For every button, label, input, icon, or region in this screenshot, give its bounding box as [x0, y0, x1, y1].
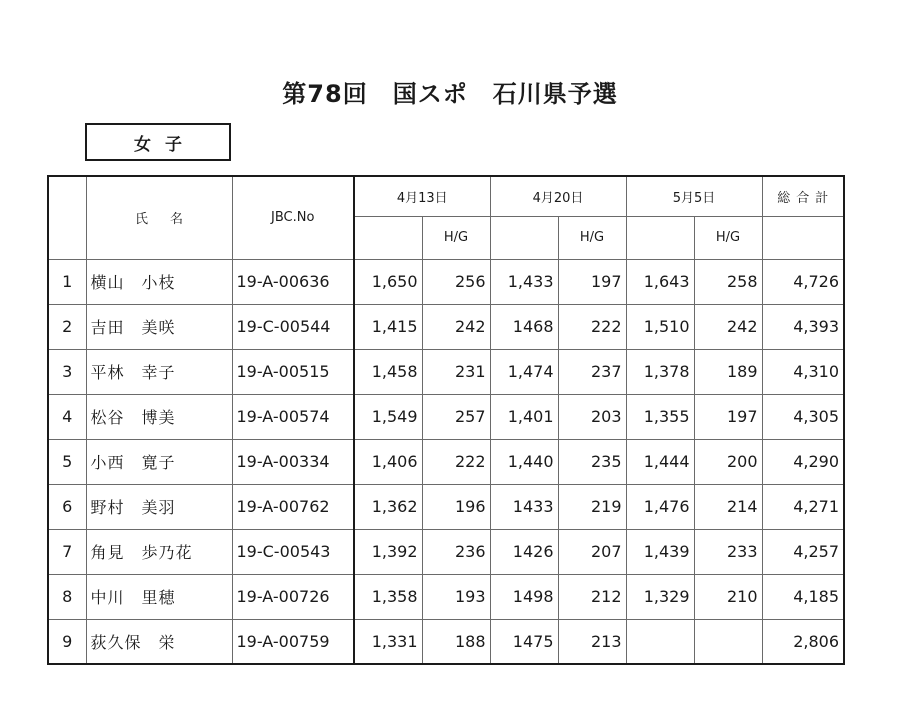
day3-score: 1,510: [626, 304, 694, 349]
day1-hg: 188: [422, 619, 490, 664]
day2-hg: 212: [558, 574, 626, 619]
day3-hg: 258: [694, 259, 762, 304]
results-table: [47, 175, 845, 665]
rank-cell: 5: [48, 439, 86, 484]
day3-hg: [694, 619, 762, 664]
total-score: 4,310: [762, 349, 844, 394]
category-label: 女子: [85, 123, 231, 161]
rank-cell: 9: [48, 619, 86, 664]
day2-header: 4月20日: [490, 176, 626, 216]
day3-score: 1,643: [626, 259, 694, 304]
day1-score: 1,650: [354, 259, 422, 304]
day1-score-subheader: [354, 216, 422, 259]
jbc-number: 19-A-00726: [232, 574, 354, 619]
day2-hg: 235: [558, 439, 626, 484]
total-score: 2,806: [762, 619, 844, 664]
day2-score: 1,440: [490, 439, 558, 484]
total-score: 4,185: [762, 574, 844, 619]
player-name: 小西 寛子: [86, 439, 232, 484]
day1-hg: 222: [422, 439, 490, 484]
table-row: [48, 349, 844, 394]
day2-score: 1426: [490, 529, 558, 574]
day2-score: 1498: [490, 574, 558, 619]
player-name: 平林 幸子: [86, 349, 232, 394]
day2-score: 1475: [490, 619, 558, 664]
total-score: 4,726: [762, 259, 844, 304]
day2-hg-header: H/G: [558, 216, 626, 259]
rank-cell: 7: [48, 529, 86, 574]
day2-hg: 219: [558, 484, 626, 529]
player-name: 中川 里穂: [86, 574, 232, 619]
total-score: 4,271: [762, 484, 844, 529]
day3-score: [626, 619, 694, 664]
day3-hg: 200: [694, 439, 762, 484]
table-row: [48, 529, 844, 574]
day1-score: 1,406: [354, 439, 422, 484]
rank-cell: 3: [48, 349, 86, 394]
day1-score: 1,358: [354, 574, 422, 619]
day3-hg: 189: [694, 349, 762, 394]
rank-header: [48, 176, 86, 259]
day2-score: 1,401: [490, 394, 558, 439]
day2-hg: 237: [558, 349, 626, 394]
day2-score: 1,433: [490, 259, 558, 304]
rank-cell: 8: [48, 574, 86, 619]
day1-hg: 236: [422, 529, 490, 574]
table-row: [48, 439, 844, 484]
rank-cell: 6: [48, 484, 86, 529]
day3-header: 5月5日: [626, 176, 762, 216]
day3-score: 1,329: [626, 574, 694, 619]
day3-hg: 210: [694, 574, 762, 619]
total-score: 4,305: [762, 394, 844, 439]
table-row: [48, 259, 844, 304]
day1-score: 1,549: [354, 394, 422, 439]
day1-header: 4月13日: [354, 176, 490, 216]
table-row: [48, 484, 844, 529]
day1-hg: 257: [422, 394, 490, 439]
player-name: 松谷 博美: [86, 394, 232, 439]
day1-score: 1,362: [354, 484, 422, 529]
total-score: 4,257: [762, 529, 844, 574]
day1-hg: 193: [422, 574, 490, 619]
day3-score-subheader: [626, 216, 694, 259]
jbc-number: 19-A-00762: [232, 484, 354, 529]
day2-hg: 222: [558, 304, 626, 349]
day3-score: 1,439: [626, 529, 694, 574]
name-header: 氏名: [86, 176, 232, 259]
day1-score: 1,392: [354, 529, 422, 574]
day2-score-subheader: [490, 216, 558, 259]
jbc-number: 19-C-00543: [232, 529, 354, 574]
rank-cell: 2: [48, 304, 86, 349]
jbc-number: 19-C-00544: [232, 304, 354, 349]
day3-hg-header: H/G: [694, 216, 762, 259]
day1-score: 1,415: [354, 304, 422, 349]
player-name: 角見 歩乃花: [86, 529, 232, 574]
day2-hg: 197: [558, 259, 626, 304]
day1-score: 1,331: [354, 619, 422, 664]
jbc-number: 19-A-00515: [232, 349, 354, 394]
day1-hg: 256: [422, 259, 490, 304]
day1-hg: 196: [422, 484, 490, 529]
rank-cell: 4: [48, 394, 86, 439]
day2-hg: 207: [558, 529, 626, 574]
total-header: 総合計: [762, 176, 844, 216]
day3-hg: 242: [694, 304, 762, 349]
player-name: 横山 小枝: [86, 259, 232, 304]
total-subheader: [762, 216, 844, 259]
day1-score: 1,458: [354, 349, 422, 394]
day1-hg: 242: [422, 304, 490, 349]
jbc-number: 19-A-00636: [232, 259, 354, 304]
jbc-header: JBC.No: [232, 176, 354, 259]
day2-score: 1468: [490, 304, 558, 349]
day3-score: 1,476: [626, 484, 694, 529]
table-row: [48, 574, 844, 619]
player-name: 荻久保 栄: [86, 619, 232, 664]
total-score: 4,290: [762, 439, 844, 484]
player-name: 吉田 美咲: [86, 304, 232, 349]
day2-hg: 213: [558, 619, 626, 664]
day3-score: 1,355: [626, 394, 694, 439]
day2-score: 1,474: [490, 349, 558, 394]
table-row: [48, 619, 844, 664]
jbc-number: 19-A-00759: [232, 619, 354, 664]
player-name: 野村 美羽: [86, 484, 232, 529]
total-score: 4,393: [762, 304, 844, 349]
day3-score: 1,444: [626, 439, 694, 484]
jbc-number: 19-A-00334: [232, 439, 354, 484]
page-title: 第78回 国スポ 石川県予選: [282, 80, 618, 108]
day3-score: 1,378: [626, 349, 694, 394]
day2-score: 1433: [490, 484, 558, 529]
day1-hg-header: H/G: [422, 216, 490, 259]
day3-hg: 214: [694, 484, 762, 529]
rank-cell: 1: [48, 259, 86, 304]
table-row: [48, 304, 844, 349]
table-row: [48, 394, 844, 439]
day1-hg: 231: [422, 349, 490, 394]
day3-hg: 197: [694, 394, 762, 439]
jbc-number: 19-A-00574: [232, 394, 354, 439]
day2-hg: 203: [558, 394, 626, 439]
day3-hg: 233: [694, 529, 762, 574]
